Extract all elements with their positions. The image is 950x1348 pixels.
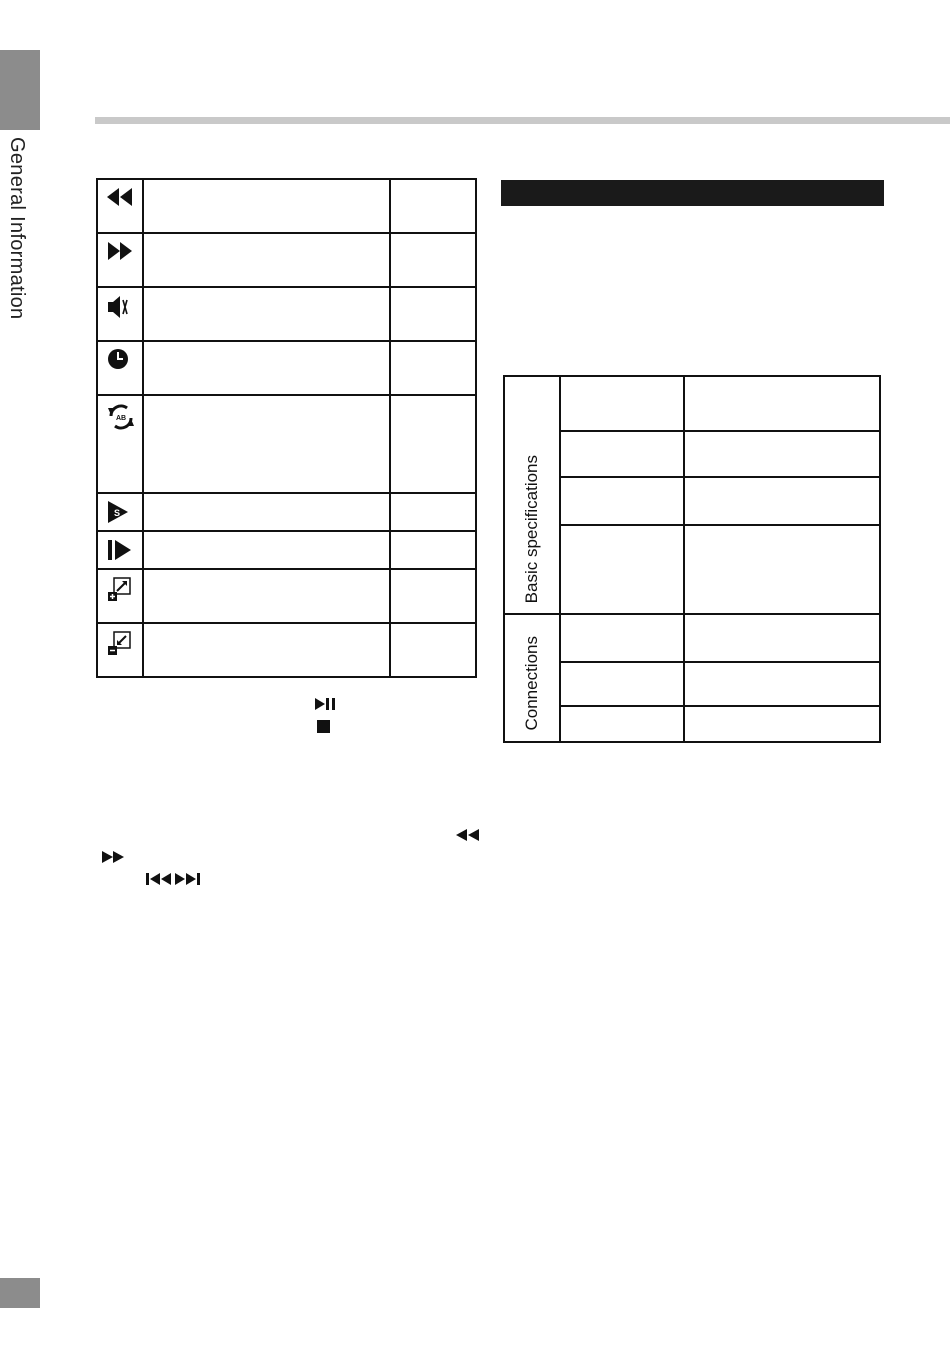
table-row: [97, 287, 476, 341]
specifications-table: [503, 375, 881, 743]
section-tab: [0, 50, 40, 130]
prev-track-icon: [146, 872, 172, 886]
clock-icon: [107, 348, 131, 372]
page-number-tab: [0, 1278, 40, 1308]
table-row: [504, 662, 880, 706]
spec-group-label: Connections: [522, 636, 541, 731]
table-row: [97, 341, 476, 395]
table-row: [504, 614, 880, 662]
table-row: [97, 179, 476, 233]
spec-group-label: Basic specifications: [522, 454, 541, 603]
table-row: [504, 706, 880, 742]
repeat-ab-icon: [107, 402, 135, 432]
table-row: [97, 531, 476, 569]
step-icon: [107, 538, 133, 562]
header-rule: [95, 117, 950, 124]
stop-icon: [317, 720, 330, 733]
play-pause-icon: [315, 697, 337, 711]
section-title: [5, 137, 35, 337]
table-row: [504, 431, 880, 477]
table-row: [97, 395, 476, 493]
fast-forward-icon: [107, 240, 133, 262]
section-title-text: General Information: [6, 137, 28, 320]
table-row: [504, 477, 880, 525]
subtitle-icon-label: S: [114, 508, 121, 518]
remote-buttons-table: [96, 178, 477, 678]
table-row: [504, 376, 880, 431]
table-row: [97, 569, 476, 623]
next-track-icon: [175, 872, 201, 886]
table-row: [97, 233, 476, 287]
table-row: [97, 493, 476, 531]
table-row: [504, 525, 880, 614]
spec-group-connections: [504, 614, 560, 742]
section-header-bar: [501, 180, 884, 206]
table-row: [97, 623, 476, 677]
subtitle-icon: [107, 500, 129, 524]
rewind-inline-icon: [456, 828, 480, 842]
mute-icon: [107, 294, 133, 320]
zoom-in-icon: [107, 576, 133, 604]
rewind-icon: [107, 186, 133, 208]
fast-forward-inline-icon: [101, 850, 125, 864]
zoom-out-icon: [107, 630, 133, 658]
spec-group-basic: [504, 376, 560, 614]
repeat-ab-icon-label: AB: [115, 415, 127, 422]
